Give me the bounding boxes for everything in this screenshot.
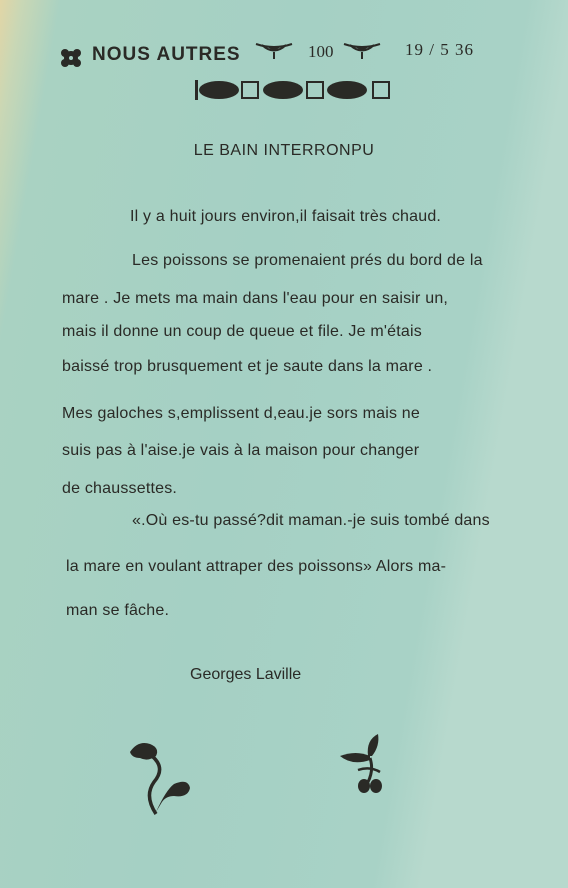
- curled-flower-icon: [126, 738, 196, 820]
- article-line: suis pas à l'aise.je vais à la maison pour changer: [62, 442, 420, 459]
- flower-emblem-icon: [60, 47, 82, 69]
- article-line: Il y a huit jours environ,il faisait très chaud.: [130, 208, 442, 225]
- article-line: «.Où es-tu passé?dit maman.-je suis tombé dans: [132, 512, 490, 529]
- article-line: Les poissons se promenaient prés du bord de la: [132, 252, 483, 269]
- author-signature: Georges Laville: [190, 666, 302, 683]
- decorative-band: [195, 78, 395, 102]
- article-line: mare . Je mets ma main dans l'eau pour en saisir un,: [62, 290, 449, 307]
- sprouting-bulb-icon: [334, 730, 390, 798]
- page-header: [60, 38, 500, 72]
- issue-date: 19 / 5 36: [405, 40, 474, 59]
- article-line: la mare en voulant attraper des poissons» Alors ma-: [66, 558, 447, 575]
- fern-ornament-icon: [342, 40, 382, 60]
- publication-name: NOUS AUTRES: [92, 44, 241, 65]
- article-line: mais il donne un coup de queue et file. Je m'étais: [62, 323, 422, 340]
- article-line: baissé trop brusquement et je saute dans la mare .: [62, 358, 433, 375]
- article-line: Mes galoches s,emplissent d,eau.je sors mais ne: [62, 405, 421, 422]
- fern-ornament-icon: [254, 40, 294, 60]
- article-title: LE BAIN INTERRONPU: [193, 142, 375, 159]
- article-line: de chaussettes.: [62, 480, 178, 497]
- article-line: man se fâche.: [66, 602, 170, 619]
- issue-number: 100: [308, 42, 334, 61]
